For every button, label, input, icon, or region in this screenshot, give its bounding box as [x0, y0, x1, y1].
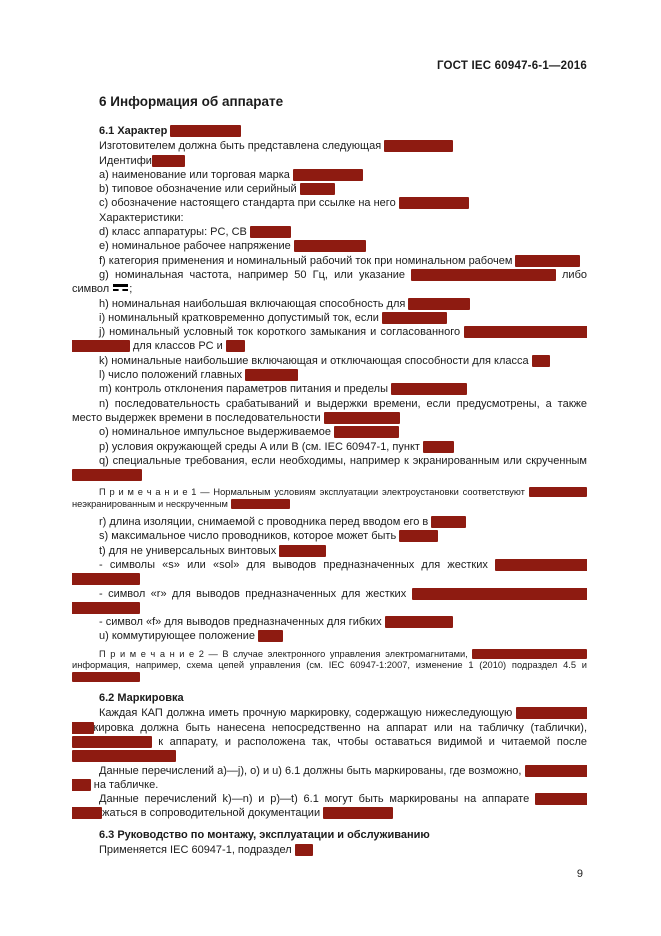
text-run: для классов PC и — [129, 340, 226, 353]
text-run: ; — [129, 283, 133, 296]
paragraph — [72, 425, 587, 439]
text-run: l) число положений главных — [99, 369, 246, 382]
text-run: - символ «r» для выводов предназначенных для жестких — [99, 587, 412, 600]
paragraph — [72, 515, 587, 529]
text-run: Применяется IEC 60947-1, подраздел — [99, 844, 295, 857]
text-run: Изготовителем должна быть представлена следующая — [99, 140, 385, 153]
text-run: m) контроль отклонения параметров питания и пределы — [99, 383, 392, 396]
paragraph — [72, 225, 587, 239]
paragraph — [72, 792, 587, 821]
paragraph — [72, 139, 587, 153]
text-run: на табличке. — [90, 778, 159, 791]
text-run: информация, например, схема цепей управления (см. IEC 60947-1:2007, изменение 1 (2010) подраздел 4.5 и — [72, 660, 587, 671]
paragraph — [72, 211, 587, 225]
text-run: f) категория применения и номинальный рабочий ток при номинальном рабочем — [99, 254, 516, 267]
redaction-highlight — [324, 412, 400, 424]
text-run: b) типовое обозначение или серийный — [99, 183, 300, 196]
text-run: - символы «s» или «sol» для выводов предназначенных для жестких — [99, 558, 496, 571]
redaction-highlight — [258, 630, 283, 642]
redaction-highlight — [391, 383, 467, 395]
subsection-6-3-heading — [72, 828, 587, 842]
text-run: i) номинальный кратковременно допустимый ток, если — [99, 311, 382, 324]
text-run: u) коммутирующее положение — [99, 630, 259, 643]
text-run: r) длина изоляции, снимаемой с проводника перед вводом его в — [99, 516, 432, 529]
paragraph — [72, 843, 587, 857]
direct-current-symbol-icon — [112, 284, 129, 293]
text-run: 6.2 Маркировка — [99, 692, 184, 705]
redaction-highlight — [423, 441, 454, 453]
redaction-highlight — [515, 255, 580, 267]
text-run: p) условия окружающей среды A или B (см. IEC 60947-1, пункт — [99, 440, 423, 453]
text-run: либо символ — [72, 268, 587, 296]
text-run: j) номинальный условный ток короткого замыкания и согласованного — [99, 326, 465, 339]
text-run: c) обозначение настоящего стандарта при ссылке на него — [99, 197, 399, 210]
redaction-highlight — [245, 369, 298, 381]
note-1 — [72, 487, 587, 511]
subsection-6-2-heading — [72, 691, 587, 705]
text-run: e) номинальное рабочее напряжение — [99, 240, 294, 253]
redaction-highlight — [399, 197, 469, 209]
redaction-highlight — [529, 487, 587, 497]
redaction-highlight — [170, 125, 241, 137]
text-run: Данные перечислений a)—j), o) и u) 6.1 должны быть маркированы, где возможно, — [99, 764, 525, 777]
text-run: n) последовательность срабатываний и выдержки времени, если предусмотрены, а также место выдержек времени в последовательности — [72, 397, 587, 424]
text-run: жаться в сопроводительной документации — [102, 807, 324, 820]
redaction-highlight — [399, 530, 437, 542]
redaction-highlight — [226, 340, 245, 352]
paragraph — [72, 440, 587, 454]
note-2 — [72, 649, 587, 684]
paragraph — [72, 297, 587, 311]
text-run: Каждая КАП должна иметь прочную маркировку, содержащую нижеследующую — [99, 707, 517, 720]
redaction-highlight — [300, 183, 335, 195]
text-run: к аппарату, и расположена так, чтобы оставаться видимой и читаемой после — [151, 735, 587, 748]
redaction-highlight — [532, 355, 550, 367]
text-run: 6 Информация об аппарате — [99, 94, 284, 109]
redaction-highlight — [382, 312, 447, 324]
text-run: П р и м е ч а н и е 2 — В случае электронного управления электромагнитами, — [99, 648, 473, 659]
text-run: d) класс аппаратуры: PC, CB — [99, 226, 250, 239]
text-run: 6.3 Руководство по монтажу, эксплуатации и обслуживанию — [99, 828, 430, 841]
paragraph — [72, 154, 587, 168]
redaction-highlight — [295, 844, 313, 856]
text-run: a) наименование или торговая марка — [99, 168, 293, 181]
paragraph — [72, 544, 587, 558]
redaction-highlight — [72, 750, 176, 762]
paragraph — [72, 168, 587, 182]
paragraph — [72, 706, 587, 763]
redaction-highlight — [231, 499, 290, 509]
redaction-highlight — [293, 169, 363, 181]
redaction-highlight — [250, 226, 291, 238]
paragraph — [72, 311, 587, 325]
text-run: Идентифи — [99, 154, 152, 167]
document-code-header: ГОСТ IEC 60947-6-1—2016 — [436, 60, 587, 72]
redaction-highlight — [72, 469, 142, 481]
paragraph — [72, 529, 587, 543]
text-run: - символ «f» для выводов предназначенных для гибких — [99, 616, 385, 629]
text-run: П р и м е ч а н и е 1 — Нормальным условиям эксплуатации электроустановки соответствуют — [99, 487, 529, 498]
text-run: t) для не универсальных винтовых — [99, 544, 280, 557]
text-run: 6.1 Характер — [99, 125, 171, 137]
redaction-highlight — [334, 426, 399, 438]
text-run: Характеристики: — [99, 211, 184, 224]
text-run: g) номинальная частота, например 50 Гц, или указание — [99, 268, 412, 281]
paragraph — [72, 587, 587, 616]
redaction-highlight — [279, 545, 326, 557]
text-run: k) номинальные наибольшие включающая и отключающая способности для класса — [99, 354, 532, 367]
redaction-highlight — [431, 516, 466, 528]
redaction-highlight — [411, 269, 556, 281]
paragraph — [72, 325, 587, 354]
page-number: 9 — [576, 868, 583, 880]
redaction-highlight — [152, 155, 185, 167]
redaction-highlight — [384, 140, 453, 152]
subsection-6-1-heading — [72, 124, 587, 138]
redaction-highlight — [408, 298, 470, 310]
paragraph — [72, 397, 587, 426]
text-run: q) специальные требования, если необходимы, например к экранированным или скрученным — [99, 454, 587, 467]
paragraph — [72, 629, 587, 643]
redaction-highlight — [72, 736, 152, 748]
text-run: o) номинальное импульсное выдерживаемое — [99, 426, 335, 439]
paragraph — [72, 354, 587, 368]
redaction-highlight — [385, 616, 453, 628]
redaction-highlight — [72, 672, 140, 682]
redaction-highlight — [294, 240, 366, 252]
paragraph — [72, 254, 587, 268]
text-run: s) максимальное число проводников, которое может быть — [99, 530, 400, 543]
paragraph — [72, 558, 587, 587]
text-run: неэкранированным и нескрученным — [72, 499, 231, 510]
paragraph — [72, 196, 587, 210]
paragraph — [72, 239, 587, 253]
document-body — [72, 94, 587, 857]
text-run: кировка должна быть нанесена непосредственно на аппарат или на табличку (таблички), — [93, 721, 587, 734]
paragraph — [72, 615, 587, 629]
redaction-highlight — [323, 807, 393, 819]
paragraph — [72, 268, 587, 297]
text-run: Данные перечислений k)—n) и p)—t) 6.1 могут быть маркированы на аппарате — [99, 793, 535, 806]
paragraph — [72, 382, 587, 396]
section-6-heading — [72, 94, 587, 110]
text-run: h) номинальная наибольшая включающая способность для — [99, 297, 409, 310]
redaction-highlight — [472, 649, 587, 659]
document-content — [72, 60, 587, 857]
paragraph — [72, 454, 587, 483]
paragraph — [72, 764, 587, 793]
paragraph — [72, 182, 587, 196]
paragraph — [72, 368, 587, 382]
